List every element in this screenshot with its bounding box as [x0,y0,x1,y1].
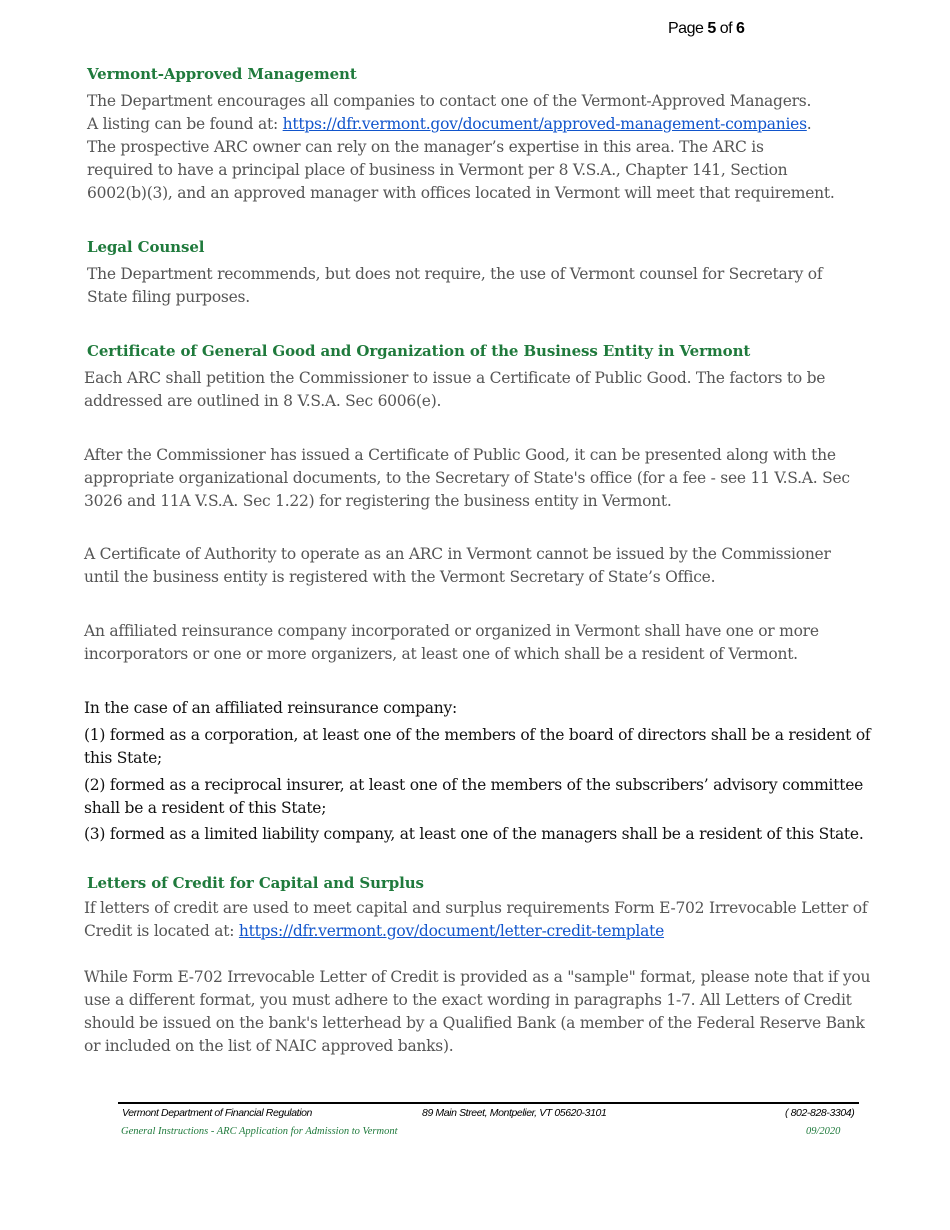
text-line: The Department recommends, but does not require, the use of Vermont counsel for Secretary of [87,265,823,283]
paragraph-certificate-authority [84,543,831,589]
footer-document-title: General Instructions - ARC Application for Admission to Vermont [121,1126,398,1137]
paragraph-letter-format [84,966,870,1058]
text-fragment: Credit is located at: [84,922,239,940]
text-line: An affiliated reinsurance company incorporated or organized in Vermont shall have one or more [84,622,819,640]
footer-date: 09/2020 [806,1126,841,1137]
text-line: In the case of an affiliated reinsurance company: [84,699,458,717]
paragraph-legal-counsel [87,263,822,309]
text-line: (2) formed as a reciprocal insurer, at least one of the members of the subscribers’ advisory committee [84,776,864,794]
text-line: A Certificate of Authority to operate as an ARC in Vermont cannot be issued by the Commissioner [84,545,831,563]
text-line: If letters of credit are used to meet capital and surplus requirements Form E-702 Irrevocable Letter of [84,899,868,917]
text-line: this State; [84,749,163,767]
text-line: addressed are outlined in 8 V.S.A. Sec 6006(e). [84,392,442,410]
letter-credit-template-link[interactable]: https://dfr.vermont.gov/document/letter-credit-template [238,922,665,940]
text-line: use a different format, you must adhere to the exact wording in paragraphs 1-7. All Letters of Credit [84,991,852,1009]
page-number [668,20,744,38]
heading-approved-management: Vermont-Approved Management [87,65,357,83]
affiliated-case-corporation [84,724,870,770]
text-line: After the Commissioner has issued a Certificate of Public Good, it can be presented along with the [84,446,836,464]
text-line: (1) formed as a corporation, at least one of the members of the board of directors shall be a resident of [84,726,871,744]
text-fragment: A listing can be found at: [87,115,283,133]
text-line: State filing purposes. [87,288,250,306]
page-total: 6 [735,20,745,37]
affiliated-case-reciprocal [84,774,863,820]
paragraph-certificate-presentation [84,444,850,513]
text-line: incorporators or one or more organizers, at least one of which shall be a resident of Vermont. [84,645,798,663]
heading-certificate-general-good: Certificate of General Good and Organization of the Business Entity in Vermont [87,342,751,360]
approved-management-link[interactable]: https://dfr.vermont.gov/document/approved-management-companies [282,115,807,133]
paragraph-certificate-petition [84,367,825,413]
text-line: shall be a resident of this State; [84,799,327,817]
text-line: While Form E-702 Irrevocable Letter of Credit is provided as a "sample" format, please note that if you [84,968,871,986]
paragraph-approved-management [87,90,835,205]
text-line [87,113,835,136]
text-line: The prospective ARC owner can rely on the manager’s expertise in this area. The ARC is [87,138,764,156]
footer-address: 89 Main Street, Montpelier, VT 05620-3101 [422,1107,607,1119]
text-line: until the business entity is registered with the Vermont Secretary of State’s Office. [84,568,716,586]
text-line: 6002(b)(3), and an approved manager with offices located in Vermont will meet that requirement. [87,184,835,202]
footer-divider [118,1102,859,1104]
page-current: 5 [707,20,716,37]
text-line [84,920,867,943]
paragraph-affiliated-incorporators [84,620,819,666]
text-line: required to have a principal place of business in Vermont per 8 V.S.A., Chapter 141, Section [87,161,788,179]
page-of: of [719,20,733,37]
text-line: 3026 and 11A V.S.A. Sec 1.22) for registering the business entity in Vermont. [84,492,672,510]
text-line: should be issued on the bank's letterhead by a Qualified Bank (a member of the Federal Reserve Bank [84,1014,865,1032]
text-line: appropriate organizational documents, to the Secretary of State's office (for a fee - see 11 V.S.A. Sec [84,469,850,487]
heading-letters-of-credit: Letters of Credit for Capital and Surplus [87,874,424,892]
text-line: Each ARC shall petition the Commissioner to issue a Certificate of Public Good. The factors to be [84,369,826,387]
footer-phone: ( 802-828-3304) [785,1107,855,1119]
text-line: The Department encourages all companies to contact one of the Vermont-Approved Managers. [87,92,812,110]
heading-legal-counsel: Legal Counsel [87,238,205,256]
page-label: Page [668,20,704,37]
footer-department: Vermont Department of Financial Regulation [122,1107,313,1119]
paragraph-letters-of-credit [84,897,867,943]
affiliated-case-intro [84,697,457,720]
affiliated-case-llc [84,823,864,846]
text-fragment: . [806,115,812,133]
text-line: (3) formed as a limited liability company, at least one of the managers shall be a resident of this State. [84,825,864,843]
text-line: or included on the list of NAIC approved banks). [84,1037,454,1055]
